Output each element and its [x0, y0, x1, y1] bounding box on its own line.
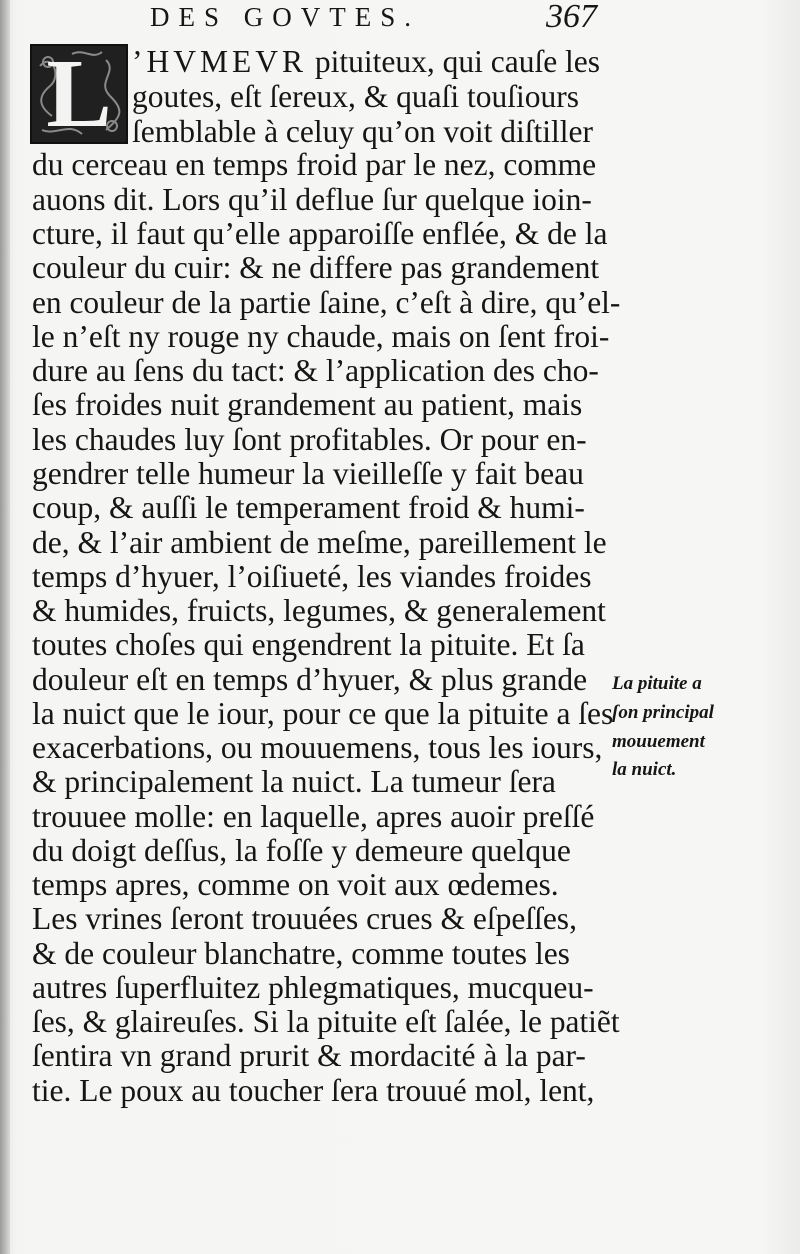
text-line: de, & l’air ambient de meſme, pareillement le	[32, 525, 607, 560]
text-line: la nuict que le iour, pour ce que la pituite a ſes	[32, 696, 614, 731]
text-line: du cerceau en temps froid par le nez, comme	[32, 147, 597, 182]
text-line: & humides, fruicts, legumes, & generalement	[32, 593, 606, 628]
text-line: toutes choſes qui engendrent la pituite. Et ſa	[32, 627, 585, 662]
text-line: trouuee molle: en laquelle, apres auoir preſſé	[32, 799, 595, 834]
text-line: autres ſuperfluitez phlegmatiques, mucqueu-	[32, 970, 594, 1005]
text-line: temps d’hyuer, l’oiſiueté, les viandes froides	[32, 559, 592, 594]
page-spine-shadow	[0, 0, 10, 1254]
initial-letter: L	[46, 40, 112, 148]
decorated-initial	[30, 40, 128, 148]
text-line: tie. Le poux au toucher ſera trouué mol, lent,	[32, 1073, 595, 1108]
text-line: en couleur de la partie ſaine, c’eſt à dire, qu’el-	[32, 285, 621, 320]
marginal-note-line: La pituite a	[612, 673, 702, 694]
marginal-note-line: mouuement	[612, 731, 705, 752]
text-line: douleur eſt en temps d’hyuer, & plus grande	[32, 662, 588, 697]
text-line	[132, 46, 600, 78]
text-line: Les vrines ſeront trouuées crues & eſpeſſes,	[32, 901, 577, 936]
running-head: DES GOVTES.	[150, 2, 421, 32]
text-line: du doigt deſſus, la foſſe y demeure quelque	[32, 833, 571, 868]
text-line: & principalement la nuict. La tumeur ſera	[32, 764, 556, 799]
text-line: ſes froides nuit grandement au patient, mais	[32, 387, 583, 422]
text-line: ſes, & glaireuſes. Si la pituite eſt ſalée, le patiẽt	[32, 1004, 620, 1039]
text-line: ſentira vn grand prurit & mordacité à la par-	[32, 1038, 586, 1073]
marginal-note-line: la nuict.	[612, 759, 677, 780]
page-number: 367	[546, 0, 597, 35]
text-line: cture, il faut qu’elle apparoiſſe enflée, & de la	[32, 216, 608, 251]
text-line: dure au ſens du tact: & l’application des cho-	[32, 353, 599, 388]
marginal-note-line: ſon principal	[612, 702, 714, 723]
opening-smallcaps: ’HVMEVR	[132, 44, 307, 79]
text-line-content: pituiteux, qui cauſe les	[307, 44, 601, 79]
text-line: couleur du cuir: & ne differe pas grandement	[32, 250, 600, 285]
text-line: goutes, eſt ſereux, & quaſi touſiours	[132, 79, 580, 114]
text-line: gendrer telle humeur la vieilleſſe y fait beau	[32, 456, 584, 491]
text-line: & de couleur blanchatre, comme toutes les	[32, 936, 570, 971]
text-line: ſemblable à celuy qu’on voit diſtiller	[132, 114, 593, 149]
text-line: auons dit. Lors qu’il deflue ſur quelque ioin-	[32, 182, 592, 217]
text-line: le n’eſt ny rouge ny chaude, mais on ſent froi-	[32, 319, 610, 354]
text-line: temps apres, comme on voit aux œdemes.	[32, 867, 559, 902]
text-line: coup, & auſſi le temperament froid & humi-	[32, 490, 585, 525]
text-line: les chaudes luy ſont profitables. Or pour en-	[32, 422, 587, 457]
text-line: exacerbations, ou mouuemens, tous les iours,	[32, 730, 603, 765]
